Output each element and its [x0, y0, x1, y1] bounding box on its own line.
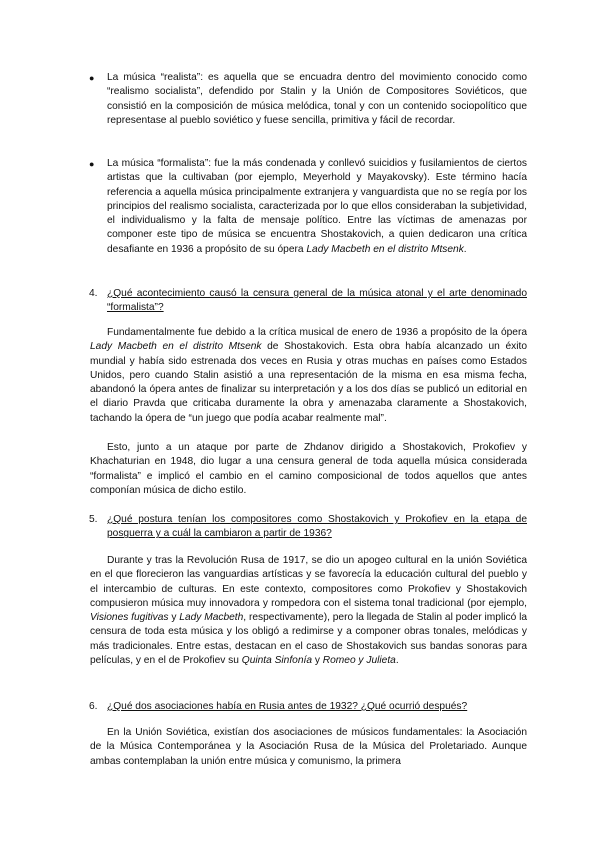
bullet-marker: ● — [89, 159, 95, 169]
bullet-realista: La música “realista”: es aquella que se encuadra dentro del movimiento conocido como “realismo socialista”, defendido por Stalin y la Unión de Compositores Soviéticos, que consistió en la composición de música melódica, tonal y con un contenido sociopolítico que representase al pueblo soviético y fuese sencilla, primitiva y fácil de recordar. — [107, 72, 527, 126]
question-number: 4. — [89, 288, 98, 299]
work-title: Lady Macbeth — [179, 612, 244, 624]
answer-4-paragraph-1: Fundamentalmente fue debido a la crítica musical de enero de 1936 a propósito de la ópera Lady Macbeth en el distrito Mtsenk de Shostakovich. Esta obra había alcanzado un éxito mundial y había sido estrenada dos veces en Rusia y otras muchas en países como Estados Unidos, pero cuando Stalin asistió a una representación de la misma en esa misma fecha, abandonó la ópera antes de finalizar su interpretación y a los dos días se publicó un editorial en el diario Pravda que criticaba duramente la obra y amenazaba claramente a Shostakovich, tachando la ópera de “un juego que podía acabar realmente mal”. — [90, 327, 527, 424]
bullet-marker: ● — [89, 73, 95, 83]
bullet-formalista: La música “formalista”: fue la más condenada y conllevó suicidios y fusilamientos de ciertos artistas que la cultivaban (por ejemplo, Meyerhold y Mayakovsky). Este término hacía referencia a aquella música principalmente extranjera y vanguardista que no se regía por los principios del realismo socialista, caracterizada por lo que ellos consideraban la subjetividad, el individualismo y la falta de mensaje político. Entre las víctimas de amenazas por componer este tipo de música se encuentra Shostakovich, a quien dedicaron una crítica desafiante en 1936 a propósito de su ópera Lady Macbeth en el distrito Mtsenk. — [107, 158, 527, 255]
work-title: Visiones fugitivas — [90, 612, 169, 624]
answer-6-paragraph-1: En la Unión Soviética, existían dos asociaciones de músicos fundamentales: la Asociación de la Música Contemporánea y la Asociación Rusa de la Música del Proletariado. Aunque ambas contemplaban la unión entre música y comunismo, la primera — [90, 727, 527, 767]
question-5-heading: ¿Qué postura tenían los compositores como Shostakovich y Prokofiev en la etapa de posguerra y a cuál la cambiaron a partir de 1936? — [107, 514, 527, 540]
question-4-heading: ¿Qué acontecimiento causó la censura general de la música atonal y el arte denominado “formalista”? — [107, 288, 527, 314]
opera-title: Lady Macbeth en el distrito Mtsenk — [90, 341, 262, 353]
opera-title: Lady Macbeth en el distrito Mtsenk — [306, 243, 464, 255]
question-6-heading: ¿Qué dos asociaciones había en Rusia antes de 1932? ¿Qué ocurrió después? — [107, 701, 468, 712]
question-number: 5. — [89, 514, 98, 525]
work-title: Quinta Sinfonía — [241, 655, 312, 667]
answer-5-paragraph-1: Durante y tras la Revolución Rusa de 1917, se dio un apogeo cultural en la unión Soviética en el que florecieron las vanguardias artísticas y se favorecía la educación cultural del pueblo y el intercambio de culturas. En este contexto, compositores como Prokofiev y Shostakovich compusieron música muy innovadora y rompedora con el sistema tonal tradicional (por ejemplo, Visiones fugitivas y Lady Macbeth, respectivamente), pero la llegada de Stalin al poder implicó la censura de toda esta música y los obligó a redimirse y a componer obras tonales, melódicas y más tradicionales. Entre estas, destacan en el caso de Shostakovich sus bandas sonoras para películas, y en el de Prokofiev su Quinta Sinfonía y Romeo y Julieta. — [90, 555, 528, 667]
answer-4-paragraph-2: Esto, junto a un ataque por parte de Zhdanov dirigido a Shostakovich, Prokofiev y Khachaturian en 1948, dio lugar a una censura general de toda aquella música considerada “formalista” e implicó el cambio en el camino composicional de todos aquellos que antes componían música de dicho estilo. — [90, 442, 527, 496]
question-number: 6. — [89, 701, 98, 712]
work-title: Romeo y Julieta — [322, 655, 396, 667]
